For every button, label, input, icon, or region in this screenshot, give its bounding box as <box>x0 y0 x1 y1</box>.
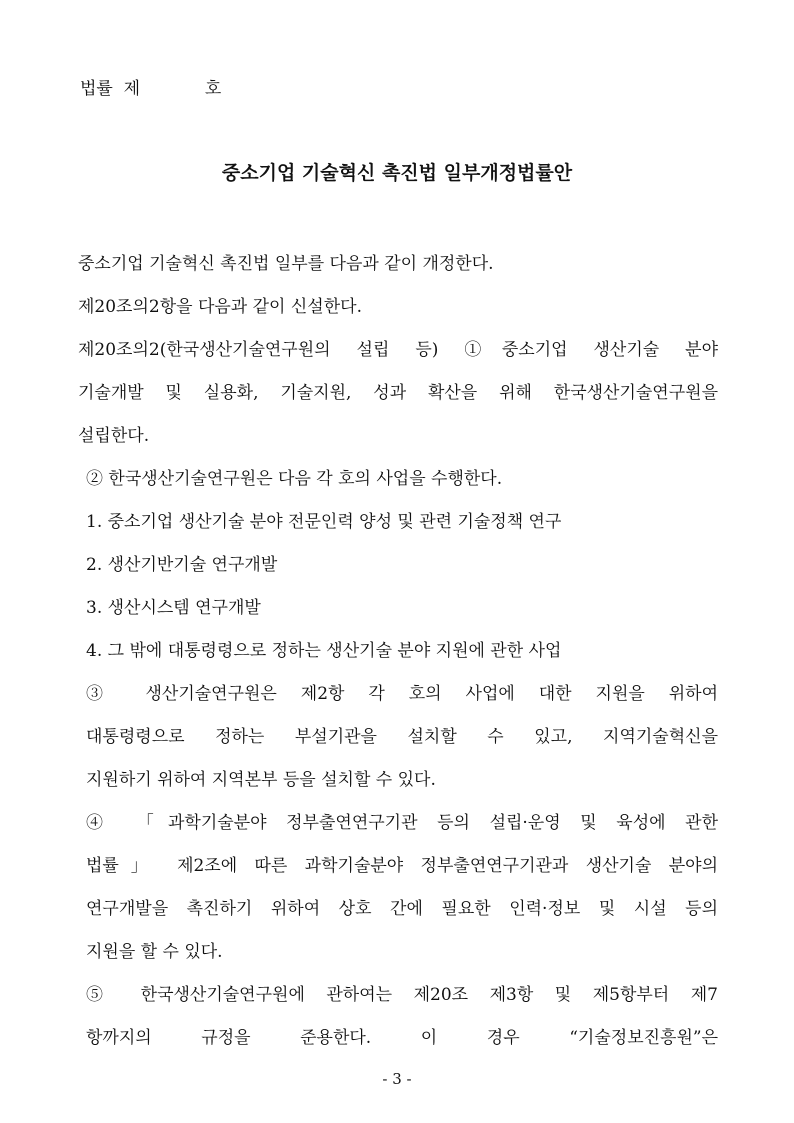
paragraph-5-line-1: ⑤ 한국생산기술연구원에 관하여는 제20조 제3항 및 제5항부터 제7 <box>86 985 718 1005</box>
law-number: 법률 제 호 <box>80 79 222 99</box>
paragraph-4-line-2: 법률」 제2조에 따른 과학기술분야 정부출연연구기관과 생산기술 분야의 <box>86 856 718 876</box>
list-item: 1. 중소기업 생산기술 분야 전문인력 양성 및 관련 기술정책 연구 <box>86 512 562 532</box>
paragraph-2-intro: ② 한국생산기술연구원은 다음 각 호의 사업을 수행한다. <box>86 469 503 489</box>
paragraph-4-line-3: 연구개발을 촉진하기 위하여 상호 간에 필요한 인력·정보 및 시설 등의 <box>86 899 718 919</box>
article-line-2: 기술개발 및 실용화, 기술지원, 성과 확산을 위해 한국생산기술연구원을 <box>78 383 718 403</box>
page-number: - 3 - <box>382 1070 412 1088</box>
article-line-1: 제20조의2(한국생산기술연구원의 설립 등) ①중소기업 생산기술 분야 <box>78 340 718 360</box>
paragraph-3-line-3: 지원하기 위하여 지역본부 등을 설치할 수 있다. <box>86 770 436 790</box>
insert-notice: 제20조의2항을 다음과 같이 신설한다. <box>78 297 362 317</box>
document-title: 중소기업 기술혁신 촉진법 일부개정법률안 <box>221 162 573 184</box>
article-line-3: 설립한다. <box>78 426 150 446</box>
paragraph-3-line-2: 대통령령으로 정하는 부설기관을 설치할 수 있고, 지역기술혁신을 <box>86 727 718 747</box>
list-item: 3. 생산시스템 연구개발 <box>86 598 261 618</box>
paragraph-4-line-4: 지원을 할 수 있다. <box>86 942 223 962</box>
list-item: 2. 생산기반기술 연구개발 <box>86 555 278 575</box>
paragraph-3-line-1: ③ 생산기술연구원은 제2항 각 호의 사업에 대한 지원을 위하여 <box>86 684 718 704</box>
paragraph-5-line-2: 항까지의 규정을 준용한다. 이 경우 “기술정보진흥원”은 <box>86 1028 718 1048</box>
list-item: 4. 그 밖에 대통령령으로 정하는 생산기술 분야 지원에 관한 사업 <box>86 641 562 661</box>
paragraph-4-line-1: ④ 「과학기술분야 정부출연연구기관 등의 설립·운영 및 육성에 관한 <box>86 813 718 833</box>
intro-paragraph: 중소기업 기술혁신 촉진법 일부를 다음과 같이 개정한다. <box>78 254 494 274</box>
